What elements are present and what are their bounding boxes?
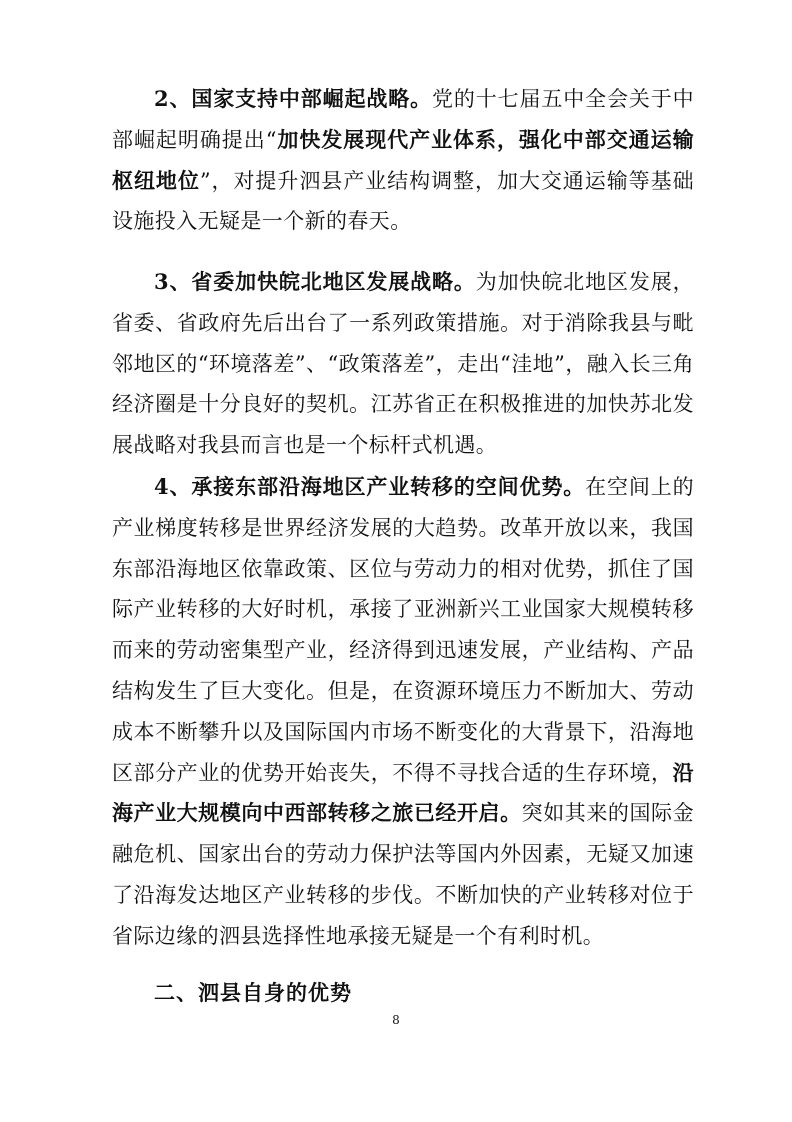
- paragraph-industrial-transfer: [112, 467, 694, 957]
- paragraph-heading: 3、省委加快皖北地区发展战略。: [154, 269, 476, 294]
- paragraph-north-anhui-strategy: [112, 262, 694, 466]
- paragraph-emphasis: 加快发展现代产业体系，强化中部交通运输枢纽地位: [112, 126, 694, 193]
- paragraph-text: 党的十七届五中全会关于中部崛起明确提出“: [112, 87, 694, 152]
- paragraph-text: 为加快皖北地区发展，省委、省政府先后出台了一系列政策措施。对于消除我县与毗邻地区的“环境落差”、“政策落差”，走出“洼地”，融入长三角经济圈是十分良好的契机。江苏省正在积极推进的加快苏北发展战略对我县而言也是一个标杆式机遇。: [112, 270, 694, 458]
- paragraph-text: ”，对提升泗县产业结构调整，加大交通运输等基础设施投入无疑是一个新的春天。: [112, 168, 694, 234]
- paragraph-heading: 4、承接东部沿海地区产业转移的空间优势。: [154, 474, 586, 499]
- section-heading: 二、泗县自身的优势: [154, 980, 352, 1005]
- paragraph-text: 在空间上的产业梯度转移是世界经济发展的大趋势。改革开放以来，我国东部沿海地区依靠政策、区位与劳动力的相对优势，抓住了国际产业转移的大好时机，承接了亚洲新兴工业国家大规模转移而来的劳动密集型产业，经济得到迅速发展，产业结构、产品结构发生了巨大变化。但是，在资源环境压力不断加大、劳动成本不断攀升以及国际国内市场不断变化的大背景下，沿海地区部分产业的优势开始丧失，不得不寻找合适的生存环境，: [112, 475, 694, 785]
- paragraph-emphasis: 沿海产业大规模向中西部转移之旅已经开启。: [112, 759, 694, 826]
- paragraph-central-rise-strategy: [112, 79, 694, 242]
- paragraph-text: 突如其来的国际金融危机、国家出台的劳动力保护法等国内外因素，无疑又加速了沿海发达地区产业转移的步伐。不断加快的产业转移对位于省际边缘的泗县选择性地承接无疑是一个有利时机。: [112, 801, 694, 948]
- paragraph-heading: 2、国家支持中部崛起战略。: [154, 86, 432, 111]
- page-number: 8: [392, 1013, 400, 1027]
